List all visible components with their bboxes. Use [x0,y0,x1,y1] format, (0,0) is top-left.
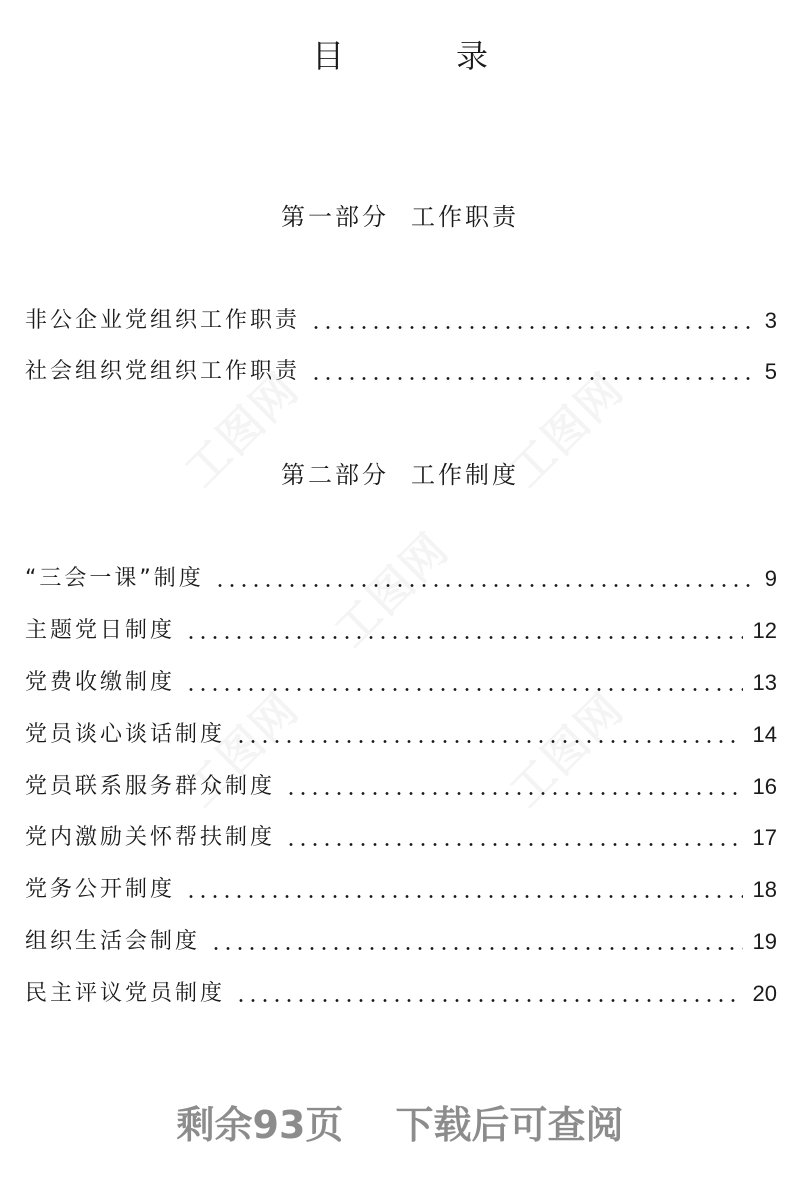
section-title: 工作制度 [411,461,519,489]
dot-leader [214,584,755,587]
toc-entry[interactable] [25,770,777,804]
toc-entry-page: 3 [764,308,777,333]
toc-entry-page: 16 [752,774,777,799]
toc-entry-page: 12 [752,618,777,643]
toc-entry[interactable] [25,355,777,389]
toc-entry[interactable] [25,666,777,700]
dot-leader [310,326,755,329]
toc-entry[interactable] [25,821,777,855]
section-number: 第一部分 [281,203,389,231]
toc-entry-page: 13 [752,670,777,695]
toc-entry-page: 19 [752,929,777,954]
section-number: 第二部分 [281,461,389,489]
dot-leader [185,895,743,898]
dot-leader [310,377,755,380]
toc-entry-label: 组织生活会制度 [25,929,201,954]
toc-entry[interactable] [25,873,777,907]
toc-entry[interactable] [25,614,777,648]
dot-leader [185,688,743,691]
toc-entry-page: 20 [752,981,777,1006]
dot-leader [235,999,743,1002]
toc-entry-label: 党员谈心谈话制度 [25,722,226,747]
toc-entry[interactable] [25,562,777,596]
toc-entry[interactable] [25,304,777,338]
section-title: 工作职责 [411,203,519,231]
download-hint-text: 下载后可查阅 [395,1103,624,1147]
remaining-pages-text: 剩余93页 [176,1103,344,1147]
toc-entry-label: “三会一课”制度 [25,566,204,591]
section-heading-part-1 [0,200,800,234]
toc-entry-page: 17 [752,825,777,850]
toc-entry-label: 党务公开制度 [25,877,176,902]
dot-leader [285,792,743,795]
toc-entry-label: 民主评议党员制度 [25,981,226,1006]
section-heading-part-2 [0,458,800,492]
toc-entry-page: 5 [764,359,777,384]
dot-leader [235,740,743,743]
toc-entry-page: 9 [764,566,777,591]
toc-entry-page: 18 [752,877,777,902]
toc-entry[interactable] [25,925,777,959]
remaining-pages-notice [0,1097,800,1153]
toc-entry[interactable] [25,718,777,752]
toc-entry-label: 党费收缴制度 [25,670,176,695]
toc-entry-label: 主题党日制度 [25,618,176,643]
dot-leader [285,843,743,846]
dot-leader [210,947,743,950]
toc-entry-label: 非公企业党组织工作职责 [25,308,301,333]
toc-entry-page: 14 [752,722,777,747]
page-title: 目 录 [311,37,528,75]
toc-entry-label: 党员联系服务群众制度 [25,774,276,799]
toc-entry-label: 党内激励关怀帮扶制度 [25,825,276,850]
dot-leader [185,636,743,639]
toc-entry[interactable] [25,977,777,1011]
toc-entry-label: 社会组织党组织工作职责 [25,359,301,384]
